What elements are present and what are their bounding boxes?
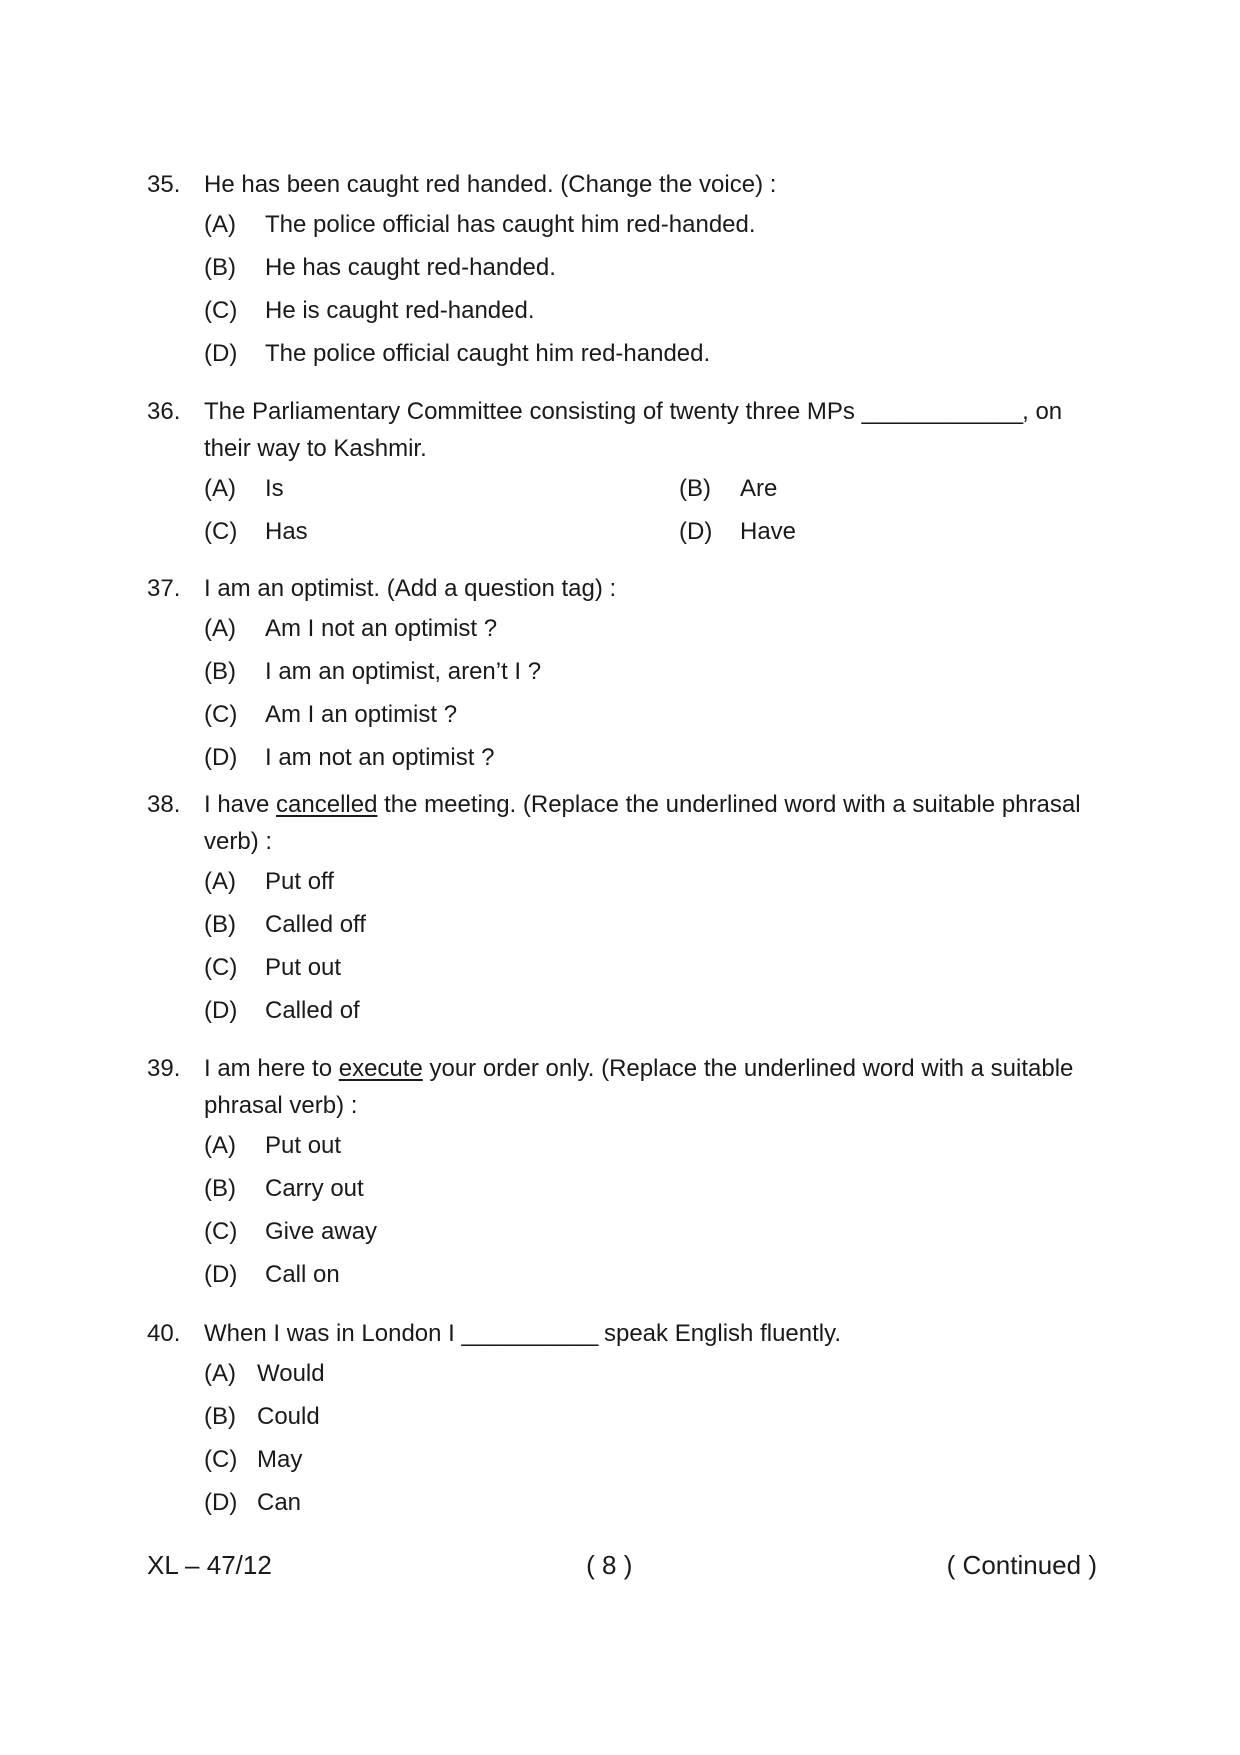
answer-blank: ___________ — [461, 1320, 598, 1347]
option-c: (C) Put out — [204, 954, 342, 981]
option-a: (A) Is — [204, 475, 284, 502]
option-d: (D) Call on — [204, 1261, 340, 1288]
question-39 — [147, 1050, 1097, 1296]
question-text: I am here to execute your order only. (Replace the underlined word with a suitable phrasal verb) : — [204, 1055, 1074, 1119]
option-d: (D) Can — [204, 1489, 302, 1516]
question-number: 39. — [147, 1055, 181, 1082]
option-d: (D) The police official caught him red-handed. — [204, 340, 711, 367]
option-b: (B) He has caught red-handed. — [204, 254, 556, 281]
question-text: He has been caught red handed. (Change the voice) : — [204, 171, 777, 198]
option-b: (B) Are — [679, 475, 778, 502]
question-36 — [147, 393, 1097, 553]
option-c: (C) Am I an optimist ? — [204, 701, 458, 728]
answer-blank: _____________ — [861, 398, 1023, 425]
question-number: 38. — [147, 791, 181, 818]
option-a: (A) Would — [204, 1360, 325, 1387]
paper-code: XL – 47/12 — [147, 1550, 272, 1580]
option-a: (A) The police official has caught him red-handed. — [204, 211, 756, 238]
options-list — [204, 607, 1097, 779]
page-footer — [147, 1550, 1097, 1581]
option-a: (A) Put off — [204, 868, 334, 895]
question-text: I am an optimist. (Add a question tag) : — [204, 575, 617, 602]
underlined-word: execute — [338, 1055, 423, 1082]
continued-label: ( Continued ) — [946, 1550, 1097, 1580]
question-37 — [147, 570, 1097, 779]
options-grid — [204, 467, 1097, 553]
options-list — [204, 1352, 1097, 1524]
option-d: (D) I am not an optimist ? — [204, 744, 495, 771]
option-b: (B) Called off — [204, 911, 366, 938]
question-number: 40. — [147, 1320, 181, 1347]
option-b: (B) Carry out — [204, 1175, 364, 1202]
option-c: (C) Has — [204, 518, 308, 545]
options-list — [204, 1124, 1097, 1296]
question-text: The Parliamentary Committee consisting of twenty three MPs _____________, on their way to Kashmir. — [204, 398, 1063, 462]
option-d: (D) Have — [679, 518, 797, 545]
option-d: (D) Called of — [204, 997, 360, 1024]
question-number: 35. — [147, 171, 181, 198]
option-c: (C) He is caught red-handed. — [204, 297, 535, 324]
question-35 — [147, 166, 1097, 375]
option-b: (B) Could — [204, 1403, 320, 1430]
underlined-word: cancelled — [276, 791, 378, 818]
options-list — [204, 203, 1097, 375]
question-text: I have cancelled the meeting. (Replace the underlined word with a suitable phrasal verb) : — [204, 791, 1081, 855]
option-a: (A) Am I not an optimist ? — [204, 615, 498, 642]
option-a: (A) Put out — [204, 1132, 342, 1159]
options-list — [204, 860, 1097, 1032]
question-38 — [147, 786, 1097, 1032]
page-number: ( 8 ) — [586, 1550, 633, 1580]
question-number: 37. — [147, 575, 181, 602]
question-number: 36. — [147, 398, 181, 425]
question-40 — [147, 1315, 1097, 1524]
option-b: (B) I am an optimist, aren’t I ? — [204, 658, 542, 685]
option-c: (C) May — [204, 1446, 303, 1473]
question-text: When I was in London I ___________ speak English fluently. — [204, 1320, 842, 1347]
option-c: (C) Give away — [204, 1218, 378, 1245]
